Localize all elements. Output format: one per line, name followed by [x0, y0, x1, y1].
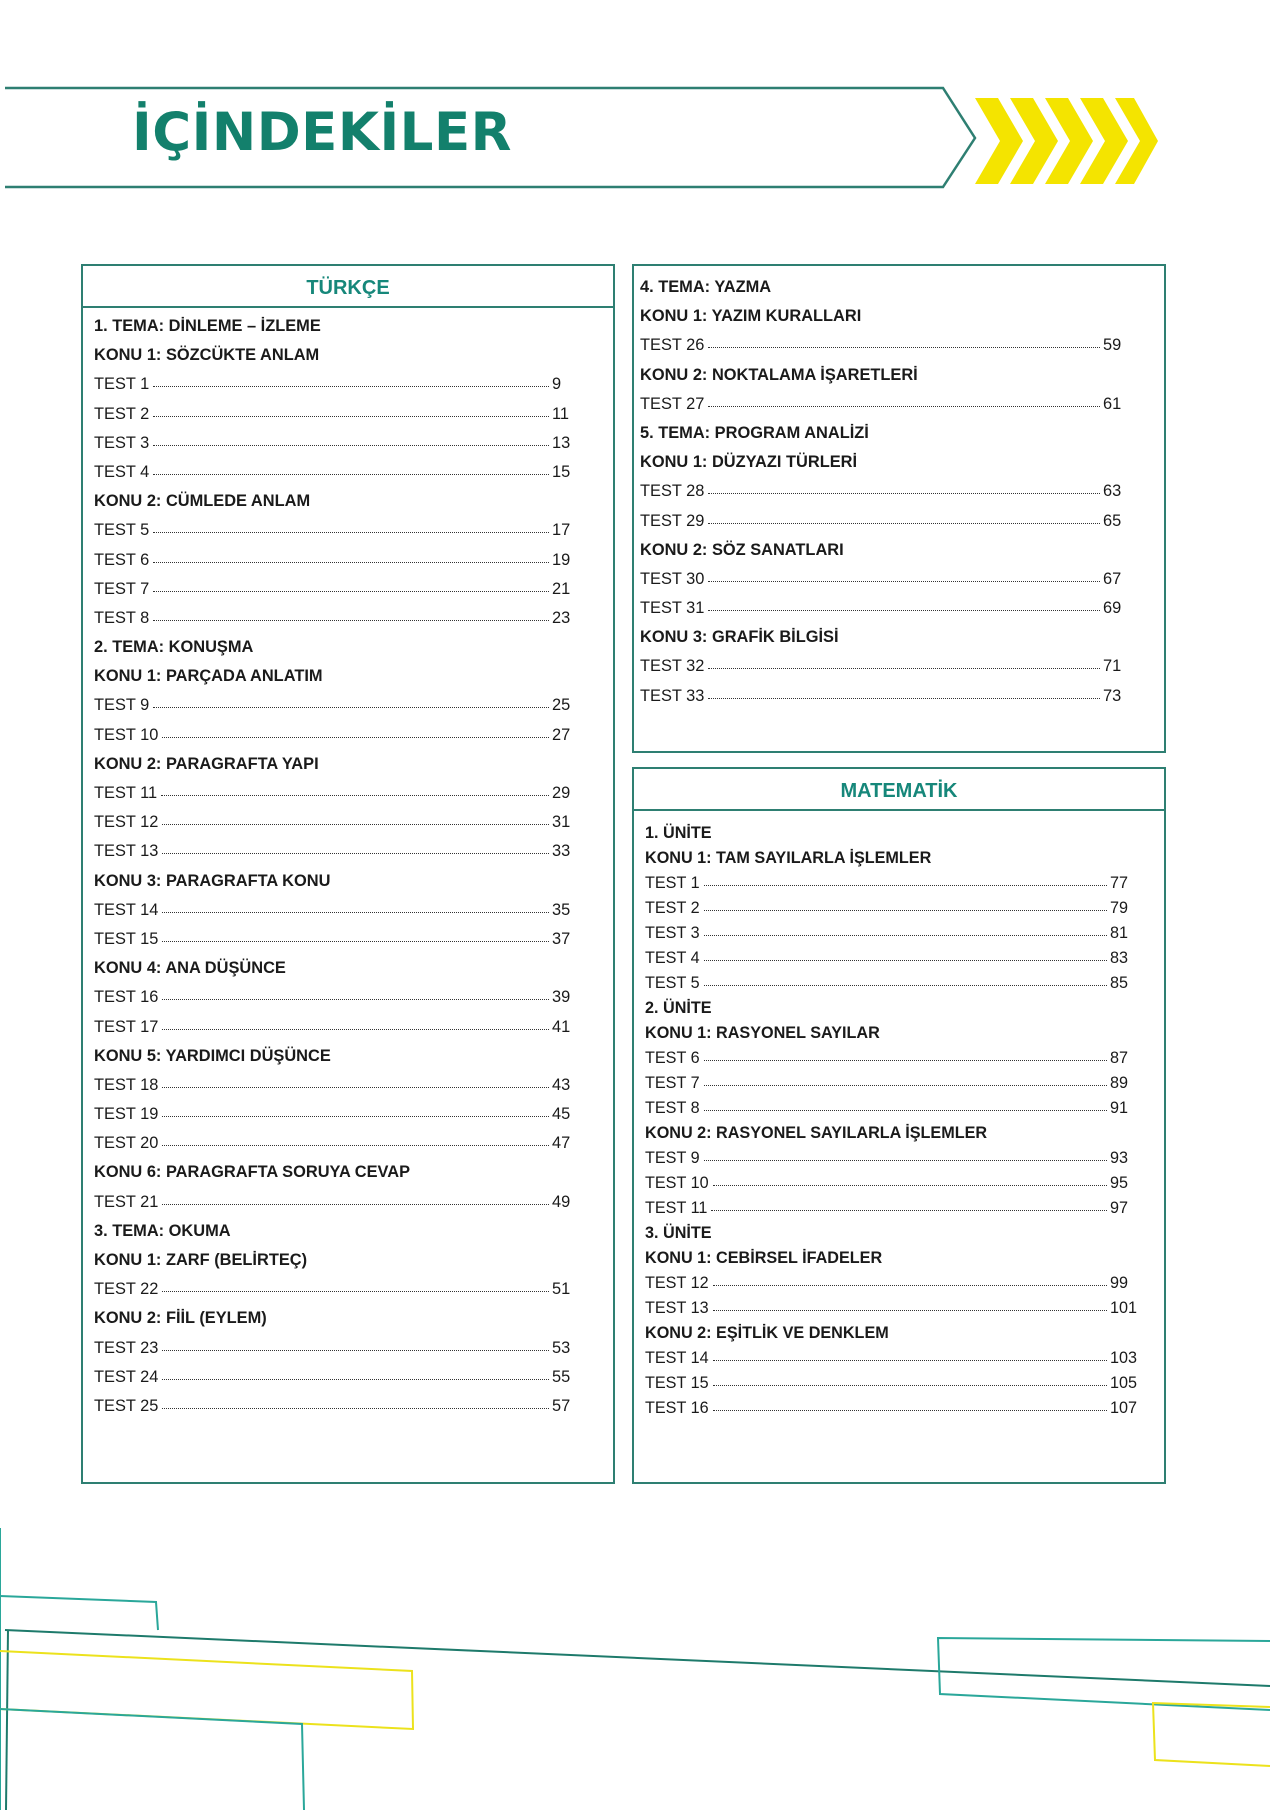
toc-entry-page: 11 [552, 404, 570, 423]
dot-leader [704, 910, 1107, 911]
dot-leader [162, 1204, 549, 1205]
section-heading-text: 3. TEMA: OKUMA [94, 1221, 231, 1240]
toc-entry-page: 55 [552, 1367, 571, 1386]
section-heading-text: KONU 1: PARÇADA ANLATIM [94, 667, 323, 686]
section-heading-text: KONU 2: FİİL (EYLEM) [94, 1309, 267, 1328]
section-heading [94, 1042, 582, 1071]
toc-entry [94, 546, 582, 575]
dot-leader [153, 591, 549, 592]
toc-entry-label: TEST 10 [645, 1174, 709, 1192]
section-heading-text: KONU 2: PARAGRAFTA YAPI [94, 754, 319, 773]
toc-entry [645, 1071, 1140, 1096]
dot-leader [162, 1379, 549, 1380]
dot-leader [713, 1385, 1107, 1386]
section-heading-text: 5. TEMA: PROGRAM ANALİZİ [640, 423, 869, 442]
section-heading-text: KONU 3: PARAGRAFTA KONU [94, 871, 331, 890]
dot-leader [713, 1310, 1107, 1311]
toc-entry-label: TEST 4 [645, 949, 700, 967]
toc-entry [94, 896, 582, 925]
toc-entry-label: TEST 12 [645, 1274, 709, 1292]
section-heading [640, 419, 1133, 448]
toc-entry [645, 1146, 1140, 1171]
section-heading [645, 996, 1140, 1021]
turkce-box [81, 264, 615, 1484]
toc-entry [645, 1196, 1140, 1221]
toc-entry-page: 69 [1103, 599, 1122, 618]
toc-entry [645, 1346, 1140, 1371]
dot-leader [153, 532, 549, 533]
toc-entry-label: TEST 7 [645, 1074, 700, 1092]
dot-leader [153, 474, 549, 475]
dot-leader [704, 1110, 1107, 1111]
dot-leader [708, 698, 1100, 699]
dot-leader [162, 1087, 549, 1088]
section-heading [645, 1321, 1140, 1346]
section-heading-text: KONU 1: YAZIM KURALLARI [640, 307, 862, 326]
toc-entry [94, 1392, 582, 1421]
toc-entry-page: 63 [1103, 482, 1122, 501]
toc-entry [645, 871, 1140, 896]
toc-entry-page: 33 [552, 842, 571, 861]
toc-entry [645, 921, 1140, 946]
dot-leader [162, 1145, 549, 1146]
toc-entry-page: 65 [1103, 511, 1122, 530]
section-heading [645, 1021, 1140, 1046]
toc-entry-label: TEST 28 [640, 482, 705, 501]
dot-leader [708, 668, 1100, 669]
toc-entry-label: TEST 16 [94, 988, 159, 1007]
section-heading [645, 1246, 1140, 1271]
section-heading-text: KONU 1: ZARF (BELİRTEÇ) [94, 1251, 308, 1269]
dot-leader [162, 853, 549, 854]
toc-entry-page: 91 [1110, 1099, 1129, 1117]
toc-entry-page: 105 [1110, 1374, 1138, 1392]
dot-leader [162, 1350, 549, 1351]
toc-entry-page: 87 [1110, 1049, 1129, 1067]
section-heading-text: 1. ÜNİTE [645, 824, 712, 842]
toc-entry-label: TEST 9 [94, 696, 150, 715]
toc-entry [94, 1129, 582, 1158]
toc-entry-page: 9 [552, 375, 562, 394]
section-heading-text: KONU 2: CÜMLEDE ANLAM [94, 492, 311, 511]
section-heading-text: 2. ÜNİTE [645, 999, 712, 1017]
toc-entry-label: TEST 1 [94, 375, 150, 394]
toc-entry [94, 1275, 582, 1304]
toc-entry-page: 99 [1110, 1274, 1129, 1292]
section-heading [94, 341, 582, 370]
dot-leader [153, 386, 549, 387]
toc-entry-label: TEST 19 [94, 1105, 159, 1124]
toc-entry-page: 43 [552, 1075, 571, 1094]
toc-entry [94, 779, 582, 808]
page-title: İÇİNDEKİLER [132, 102, 512, 163]
dot-leader [153, 707, 549, 708]
toc-entry-page: 29 [552, 784, 571, 802]
dot-leader [162, 941, 549, 942]
section-heading-text: KONU 2: RASYONEL SAYILARLA İŞLEMLER [645, 1124, 988, 1142]
toc-entry-label: TEST 7 [94, 579, 150, 598]
toc-entry-label: TEST 24 [94, 1367, 159, 1386]
toc-entry-label: TEST 9 [645, 1149, 700, 1167]
dot-leader [161, 795, 549, 796]
matematik-list [645, 821, 1140, 1421]
section-heading [94, 662, 582, 691]
toc-entry-label: TEST 30 [640, 569, 705, 588]
dot-leader [704, 1085, 1107, 1086]
section-heading [94, 1304, 582, 1333]
dot-leader [162, 824, 549, 825]
toc-entry-label: TEST 2 [645, 899, 700, 917]
section-heading [94, 1158, 582, 1187]
section-heading [94, 312, 582, 341]
toc-entry-page: 89 [1110, 1074, 1129, 1092]
section-heading-text: 4. TEMA: YAZMA [640, 278, 772, 296]
toc-entry-page: 73 [1103, 686, 1122, 705]
toc-entry-label: TEST 11 [94, 784, 158, 802]
toc-entry [94, 370, 582, 399]
toc-entry-page: 17 [552, 521, 571, 540]
dot-leader [708, 610, 1100, 611]
section-heading [94, 954, 582, 983]
toc-entry-page: 47 [552, 1134, 571, 1153]
toc-entry-label: TEST 15 [645, 1374, 709, 1392]
section-heading-text: KONU 2: EŞİTLİK VE DENKLEM [645, 1324, 889, 1342]
toc-entry-label: TEST 21 [94, 1192, 159, 1211]
section-heading [640, 302, 1133, 331]
toc-entry [645, 1046, 1140, 1071]
turkce-cont-box [632, 264, 1166, 753]
toc-entry [645, 1396, 1140, 1421]
toc-entry-label: TEST 15 [94, 929, 159, 948]
toc-entry-label: TEST 12 [94, 813, 159, 832]
dot-leader [713, 1285, 1107, 1286]
toc-entry-label: TEST 22 [94, 1280, 159, 1299]
section-heading [640, 536, 1133, 565]
toc-entry-label: TEST 13 [645, 1299, 709, 1317]
dot-leader [162, 1116, 549, 1117]
toc-entry-page: 79 [1110, 899, 1129, 917]
dot-leader [708, 347, 1100, 348]
section-heading [94, 867, 582, 896]
toc-entry-label: TEST 1 [645, 874, 700, 892]
toc-entry [640, 477, 1133, 506]
dot-leader [153, 562, 549, 563]
dot-leader [704, 985, 1107, 986]
section-heading-text: KONU 1: DÜZYAZI TÜRLERİ [640, 453, 858, 472]
section-heading-text: KONU 3: GRAFİK BİLGİSİ [640, 628, 839, 647]
dot-leader [153, 620, 549, 621]
toc-entry-page: 49 [552, 1192, 571, 1211]
section-heading [645, 846, 1140, 871]
section-heading-text: KONU 5: YARDIMCI DÜŞÜNCE [94, 1046, 331, 1065]
dot-leader [713, 1185, 1107, 1186]
dot-leader [708, 493, 1100, 494]
dot-leader [162, 1408, 549, 1409]
dot-leader [704, 935, 1107, 936]
dot-leader [711, 1210, 1107, 1211]
section-heading [94, 1217, 582, 1246]
section-heading-text: KONU 1: SÖZCÜKTE ANLAM [94, 346, 320, 365]
toc-entry-page: 23 [552, 608, 571, 627]
toc-entry-page: 37 [552, 929, 571, 948]
section-heading-text: 2. TEMA: KONUŞMA [94, 638, 254, 657]
toc-entry [640, 390, 1133, 419]
toc-entry-page: 107 [1110, 1399, 1138, 1417]
dot-leader [162, 1029, 549, 1030]
toc-entry-label: TEST 5 [94, 521, 150, 540]
toc-entry-page: 15 [552, 462, 571, 481]
toc-entry [94, 429, 582, 458]
matematik-heading: MATEMATİK [634, 769, 1164, 811]
toc-entry-label: TEST 17 [94, 1017, 159, 1036]
toc-entry-label: TEST 32 [640, 657, 705, 676]
dot-leader [708, 581, 1100, 582]
toc-entry [640, 507, 1133, 536]
dot-leader [704, 885, 1107, 886]
toc-entry-page: 25 [552, 696, 571, 715]
dot-leader [713, 1410, 1107, 1411]
toc-entry [94, 1188, 582, 1217]
toc-entry [94, 1013, 582, 1042]
section-heading-text: 3. ÜNİTE [645, 1224, 712, 1242]
toc-entry-label: TEST 3 [94, 433, 150, 452]
toc-entry [645, 896, 1140, 921]
toc-entry [94, 983, 582, 1012]
toc-entry-label: TEST 8 [645, 1099, 700, 1117]
toc-entry [645, 971, 1140, 996]
toc-entry [94, 575, 582, 604]
toc-entry-label: TEST 6 [94, 550, 150, 569]
dot-leader [708, 523, 1100, 524]
dot-leader [162, 737, 549, 738]
toc-entry-page: 71 [1103, 657, 1122, 676]
toc-entry [94, 1363, 582, 1392]
section-heading-text: KONU 2: NOKTALAMA İŞARETLERİ [640, 365, 918, 384]
section-heading-text: KONU 1: TAM SAYILARLA İŞLEMLER [645, 849, 932, 867]
toc-entry-label: TEST 10 [94, 725, 159, 744]
toc-entry [94, 808, 582, 837]
toc-entry-page: 53 [552, 1338, 571, 1357]
toc-entry-label: TEST 16 [645, 1399, 709, 1417]
section-heading [94, 487, 582, 516]
toc-entry [94, 691, 582, 720]
toc-entry [640, 331, 1133, 360]
toc-entry-label: TEST 26 [640, 336, 705, 355]
section-heading-text: KONU 1: RASYONEL SAYILAR [645, 1024, 880, 1042]
toc-entry [94, 458, 582, 487]
section-heading [645, 1221, 1140, 1246]
decorative-lines [0, 1500, 1270, 1813]
section-heading [645, 1121, 1140, 1146]
toc-entry-label: TEST 31 [640, 599, 705, 618]
section-heading-text: KONU 1: CEBİRSEL İFADELER [645, 1249, 883, 1267]
toc-entry-page: 39 [552, 988, 571, 1007]
toc-entry-label: TEST 13 [94, 842, 159, 861]
toc-entry [94, 400, 582, 429]
toc-entry [94, 837, 582, 866]
section-heading-text: KONU 2: SÖZ SANATLARI [640, 540, 844, 559]
toc-entry-page: 13 [552, 433, 571, 452]
toc-entry-label: TEST 6 [645, 1049, 700, 1067]
section-heading [640, 361, 1133, 390]
toc-entry-label: TEST 2 [94, 404, 150, 423]
section-heading [640, 623, 1133, 652]
section-heading [94, 633, 582, 662]
toc-entry-page: 77 [1110, 874, 1129, 892]
toc-entry [645, 946, 1140, 971]
toc-entry-page: 61 [1103, 394, 1122, 413]
dot-leader [162, 999, 549, 1000]
toc-entry-label: TEST 29 [640, 511, 705, 530]
toc-entry-label: TEST 14 [94, 900, 159, 919]
matematik-box [632, 767, 1166, 1484]
toc-entry-label: TEST 11 [645, 1199, 708, 1217]
dot-leader [708, 406, 1100, 407]
section-heading [94, 750, 582, 779]
toc-entry [640, 565, 1133, 594]
section-heading-text: KONU 6: PARAGRAFTA SORUYA CEVAP [94, 1163, 410, 1182]
toc-entry [640, 682, 1133, 711]
dot-leader [704, 960, 1107, 961]
toc-entry-page: 19 [552, 550, 571, 569]
chevron-arrows-icon [975, 98, 1158, 184]
dot-leader [153, 416, 549, 417]
dot-leader [704, 1160, 1107, 1161]
toc-entry-page: 81 [1110, 924, 1129, 942]
toc-entry-page: 51 [552, 1280, 571, 1299]
toc-entry-page: 41 [552, 1017, 571, 1036]
section-heading [640, 273, 1133, 302]
toc-entry-page: 97 [1110, 1199, 1129, 1217]
toc-entry [94, 925, 582, 954]
toc-entry-page: 45 [552, 1105, 571, 1124]
toc-entry [94, 1071, 582, 1100]
toc-entry-page: 27 [552, 725, 571, 744]
turkce-heading: TÜRKÇE [83, 266, 613, 308]
section-heading [645, 821, 1140, 846]
toc-entry [94, 516, 582, 545]
toc-entry [94, 721, 582, 750]
toc-entry-label: TEST 20 [94, 1134, 159, 1153]
toc-entry-label: TEST 5 [645, 974, 700, 992]
toc-entry [645, 1296, 1140, 1321]
toc-entry-label: TEST 27 [640, 394, 705, 413]
toc-entry-label: TEST 33 [640, 686, 705, 705]
toc-entry-page: 83 [1110, 949, 1129, 967]
toc-entry-page: 95 [1110, 1174, 1129, 1192]
toc-entry [640, 594, 1133, 623]
dot-leader [162, 1291, 549, 1292]
toc-entry-label: TEST 3 [645, 924, 700, 942]
toc-entry-label: TEST 23 [94, 1338, 159, 1357]
toc-entry-page: 103 [1110, 1349, 1138, 1367]
section-heading [640, 448, 1133, 477]
dot-leader [162, 912, 549, 913]
toc-entry-label: TEST 8 [94, 608, 150, 627]
toc-entry [94, 604, 582, 633]
toc-entry-page: 101 [1110, 1299, 1138, 1317]
toc-entry [645, 1371, 1140, 1396]
section-heading-text: 1. TEMA: DİNLEME – İZLEME [94, 317, 321, 335]
toc-entry-page: 67 [1103, 569, 1122, 588]
turkce-list [94, 312, 582, 1421]
section-heading [94, 1246, 582, 1275]
toc-entry [645, 1096, 1140, 1121]
toc-entry-page: 85 [1110, 974, 1129, 992]
toc-entry-page: 31 [552, 813, 571, 832]
toc-entry-label: TEST 4 [94, 462, 150, 481]
toc-entry [645, 1271, 1140, 1296]
dot-leader [153, 445, 549, 446]
toc-entry [640, 652, 1133, 681]
toc-entry [94, 1334, 582, 1363]
toc-entry-page: 59 [1103, 336, 1122, 355]
toc-entry-page: 35 [552, 900, 571, 919]
toc-entry-page: 57 [552, 1396, 571, 1415]
dot-leader [704, 1060, 1107, 1061]
turkce-cont-list [640, 273, 1133, 711]
toc-entry [645, 1171, 1140, 1196]
toc-entry-page: 21 [552, 579, 571, 598]
section-heading-text: KONU 4: ANA DÜŞÜNCE [94, 959, 286, 978]
toc-entry-label: TEST 25 [94, 1396, 159, 1415]
toc-entry [94, 1100, 582, 1129]
toc-entry-label: TEST 14 [645, 1349, 709, 1367]
toc-entry-label: TEST 18 [94, 1075, 159, 1094]
toc-entry-page: 93 [1110, 1149, 1129, 1167]
dot-leader [713, 1360, 1107, 1361]
